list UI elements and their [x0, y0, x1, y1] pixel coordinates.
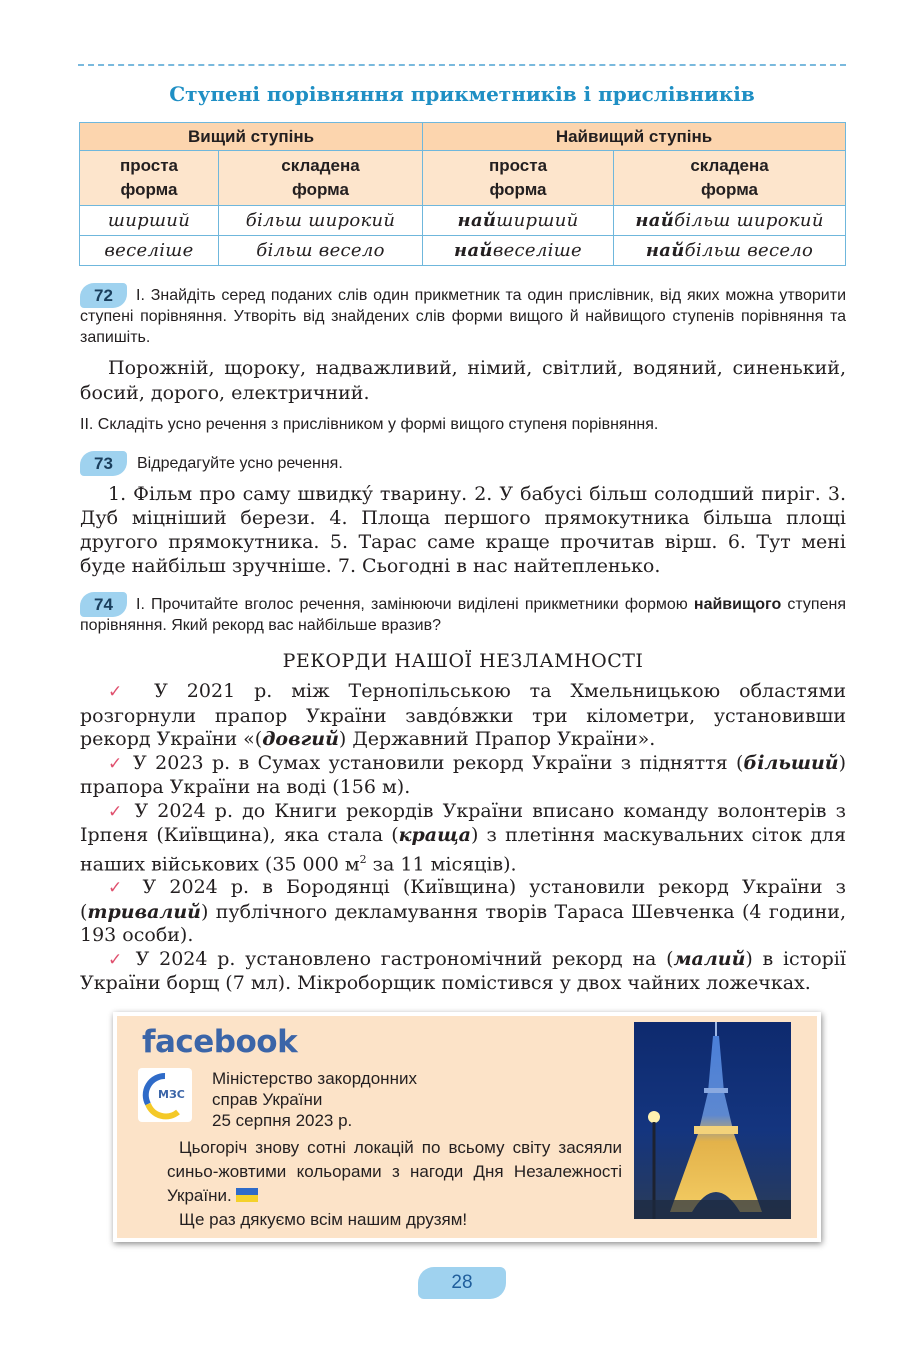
task-72-text: І. Знайдіть серед поданих слів один прикметник та один прислівник, від яких можна утворити ступені порівняння. Утворіть від знайдених слів форми вищого й найвищого ступенів порівняння та запишіть. — [80, 287, 846, 346]
table-cell: ширший — [80, 206, 219, 236]
table-cell: більш весело — [219, 236, 423, 266]
comparison-table — [79, 122, 846, 266]
checkmark-icon: ✓ — [108, 949, 126, 970]
table-row — [80, 206, 846, 236]
task-73-sentences — [80, 482, 846, 578]
table-cell: веселіше — [80, 236, 219, 266]
task-72-words: Порожній, щороку, надважливий, німий, світлий, водяний, синенький, босий, дорого, електричний. — [80, 357, 846, 404]
records-list — [80, 680, 846, 996]
table-cell: найвеселіше — [423, 236, 614, 266]
table-cell: найширший — [423, 206, 614, 236]
task-72-part2: ІІ. Складіть усно речення з прислівником у формі вищого ступеня порівняння. — [80, 416, 659, 433]
ukraine-flag-icon — [236, 1188, 258, 1202]
post-date: 25 серпня 2023 р. — [212, 1111, 353, 1130]
mzs-logo-icon: МЗС — [138, 1068, 192, 1122]
record-item: ✓ У 2024 р. до Книги рекордів України вписано команду волонтерів з Ірпеня (Київщина), яка стала (краща) з плетіння маскувальних сіток для наших військових (35 000 $м^2$ за 11 місяців). — [80, 799, 846, 875]
checkmark-icon: ✓ — [108, 801, 126, 822]
post-author — [212, 1068, 492, 1131]
checkmark-icon: ✓ — [108, 753, 125, 774]
subheader-simple: проста форма — [423, 151, 614, 206]
header-superlative: Найвищий ступінь — [423, 123, 846, 151]
subheader-compound: складена форма — [219, 151, 423, 206]
facebook-post-card — [113, 1012, 821, 1242]
post-text: Цьогоріч знову сотні локацій по всьому світу засяяли синьо-жовтими кольорами з нагоди Дня Незалежності України. Ще раз дякуємо всім нашим друзям! — [167, 1136, 622, 1232]
task-73-instruction: Відредагуйте усно речення. — [137, 455, 343, 472]
post-text-last: Ще раз дякуємо всім нашим друзям! — [179, 1210, 468, 1229]
section-title: Ступені порівняння прикметників і прислівників — [169, 82, 755, 106]
table-row — [80, 236, 846, 266]
table-cell: найбільш широкий — [614, 206, 846, 236]
checkmark-icon: ✓ — [108, 682, 136, 702]
eiffel-tower-photo — [634, 1022, 791, 1219]
facebook-logo: facebook — [142, 1024, 298, 1060]
table-cell: найбільш весело — [614, 236, 846, 266]
checkmark-icon: ✓ — [108, 878, 130, 899]
record-item: ✓ У 2021 р. між Тернопільською та Хмельницькою областями розгорнули прапор України завдóвжки три кілометри, установивши рекорд України «(довгий) Державний Прапор України». — [80, 680, 846, 750]
header-comparative: Вищий ступінь — [80, 123, 423, 151]
org-name-line: справ України — [212, 1090, 323, 1109]
records-title: РЕКОРДИ НАШОЇ НЕЗЛАМНОСТІ — [282, 650, 644, 672]
task-number-badge: 73 — [80, 451, 127, 476]
task-number-badge: 72 — [80, 283, 127, 308]
task-number-badge: 74 — [80, 592, 127, 617]
table-cell: більш широкий — [219, 206, 423, 236]
task-74-text: І. Прочитайте вголос речення, замінюючи виділені прикметники формою найвищого ступеня порівняння. Який рекорд вас найбільше вразив? — [80, 596, 846, 634]
record-item: ✓ У 2023 р. в Сумах установили рекорд України з підняття (більший) прапора України на воді (156 м). — [80, 751, 847, 798]
record-item: ✓ У 2024 р. в Бородянці (Київщина) установили рекорд України з (тривалий) публічного декламування творів Тараса Шевченка (4 години, 193 особи). — [80, 876, 847, 947]
page-number: 28 — [418, 1267, 506, 1299]
dashed-divider — [78, 64, 846, 66]
subheader-simple: проста форма — [80, 151, 219, 206]
record-item: ✓ У 2024 р. установлено гастрономічний рекорд на (малий) в історії України борщ (7 мл). Мікроборщик помістився у двох чайних ложечках. — [80, 947, 846, 995]
task-73-text: 1. Фільм про саму швидкý тварину. 2. У бабусі більш солодший пиріг. 3. Дуб міцніший берези. 4. Площа першого прямокутника більша площі другого прямокутника. 5. Тарас саме краще прочитав вірш. 6. Тут мені буде найбільш зручніше. 7. Сьогодні в нас найтепленько. — [80, 483, 846, 577]
org-name-line: Міністерство закордонних — [212, 1069, 417, 1088]
subheader-compound: складена форма — [614, 151, 846, 206]
